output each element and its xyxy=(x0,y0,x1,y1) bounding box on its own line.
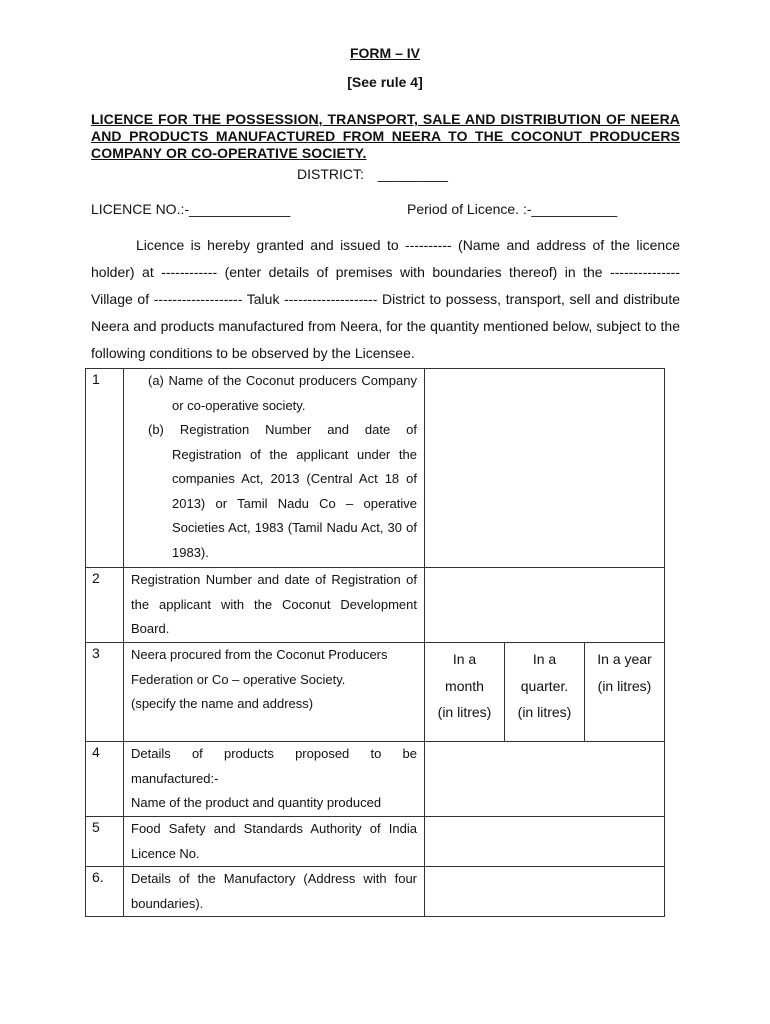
quarter-unit: (in litres) xyxy=(517,704,572,720)
row-description xyxy=(124,568,425,643)
district-label: DISTRICT: xyxy=(297,166,364,182)
conditions-table xyxy=(85,368,665,917)
row-number: 5 xyxy=(86,817,124,867)
table-row xyxy=(86,867,665,917)
row-text-line2: Federation or Co – operative Society. xyxy=(131,671,346,687)
row-text: Registration Number and date of Registration of the applicant with the Coconut Development Board. xyxy=(131,572,417,636)
licence-number-line: LICENCE NO.:-_____________ xyxy=(91,201,291,217)
quantity-cell xyxy=(425,643,665,742)
row-entry-cell xyxy=(425,568,665,643)
year-column xyxy=(584,643,664,741)
month-column xyxy=(425,643,504,741)
table-row xyxy=(86,369,665,568)
row-text-line2: Name of the product and quantity produced xyxy=(131,795,382,810)
form-title: LICENCE FOR THE POSSESSION, TRANSPORT, SALE AND DISTRIBUTION OF NEERA AND PRODUCTS MANUFACTURED FROM NEERA TO THE COCONUT PRODUCERS COMPANY OR CO-OPERATIVE SOCIETY. xyxy=(91,111,680,161)
table-row xyxy=(86,817,665,867)
row-entry-cell xyxy=(425,742,665,817)
row-number: 6. xyxy=(86,867,124,917)
district-line xyxy=(297,166,448,182)
row-description xyxy=(124,643,425,742)
row-text-line1: Details of products proposed to be manufactured:- xyxy=(131,746,417,786)
row-entry-cell xyxy=(425,867,665,917)
rule-reference: [See rule 4] xyxy=(347,74,423,90)
licence-period-line: Period of Licence. :-___________ xyxy=(407,201,618,217)
row-text-line3: (specify the name and address) xyxy=(131,696,314,711)
quarter-label-1: In a xyxy=(532,651,557,667)
row-item-b: (b) Registration Number and date of Registration of the applicant under the companies Act, 2013 (Central Act 18 of 2013) or Tamil Nadu Co – operative Societies Act, 1983 (Tamil Nadu Act, 30 of 1983). xyxy=(148,422,417,560)
row-description xyxy=(124,742,425,817)
row-description xyxy=(124,867,425,917)
row-entry-cell xyxy=(425,369,665,568)
row-number: 3 xyxy=(86,643,124,742)
form-number: FORM – IV xyxy=(349,45,420,61)
district-blank: _________ xyxy=(377,166,448,182)
month-label-2: month xyxy=(445,677,484,694)
month-label-1: In a xyxy=(452,651,477,667)
quarter-column xyxy=(504,643,584,741)
quarter-label-2: quarter. xyxy=(520,677,569,694)
row-description xyxy=(124,369,425,568)
row-text-line1: Neera procured from the Coconut Producers xyxy=(131,647,388,662)
row-text: Details of the Manufactory (Address with four boundaries). xyxy=(131,871,417,911)
row-number: 4 xyxy=(86,742,124,817)
licence-grant-paragraph: Licence is hereby granted and issued to ---------- (Name and address of the licence holder) at ------------ (enter details of premises with boundaries thereof) in the --------------- Village of ------------------- Taluk -------------------- District to possess, transport, sell and distribute Neera and products manufactured from Neera, for the quantity mentioned below, subject to the following conditions to be observed by the Licensee. xyxy=(91,237,680,361)
year-label: In a year xyxy=(597,651,652,667)
year-unit: (in litres) xyxy=(597,677,652,694)
table-row xyxy=(86,568,665,643)
row-item-a: (a) Name of the Coconut producers Company or co-operative society. xyxy=(148,373,417,413)
row-entry-cell xyxy=(425,817,665,867)
quantity-columns xyxy=(425,643,664,741)
table-row xyxy=(86,742,665,817)
row-description xyxy=(124,817,425,867)
row-text: Food Safety and Standards Authority of India Licence No. xyxy=(131,821,417,861)
row-number: 2 xyxy=(86,568,124,643)
row-number: 1 xyxy=(86,369,124,568)
table-row xyxy=(86,643,665,742)
month-unit: (in litres) xyxy=(437,704,492,720)
